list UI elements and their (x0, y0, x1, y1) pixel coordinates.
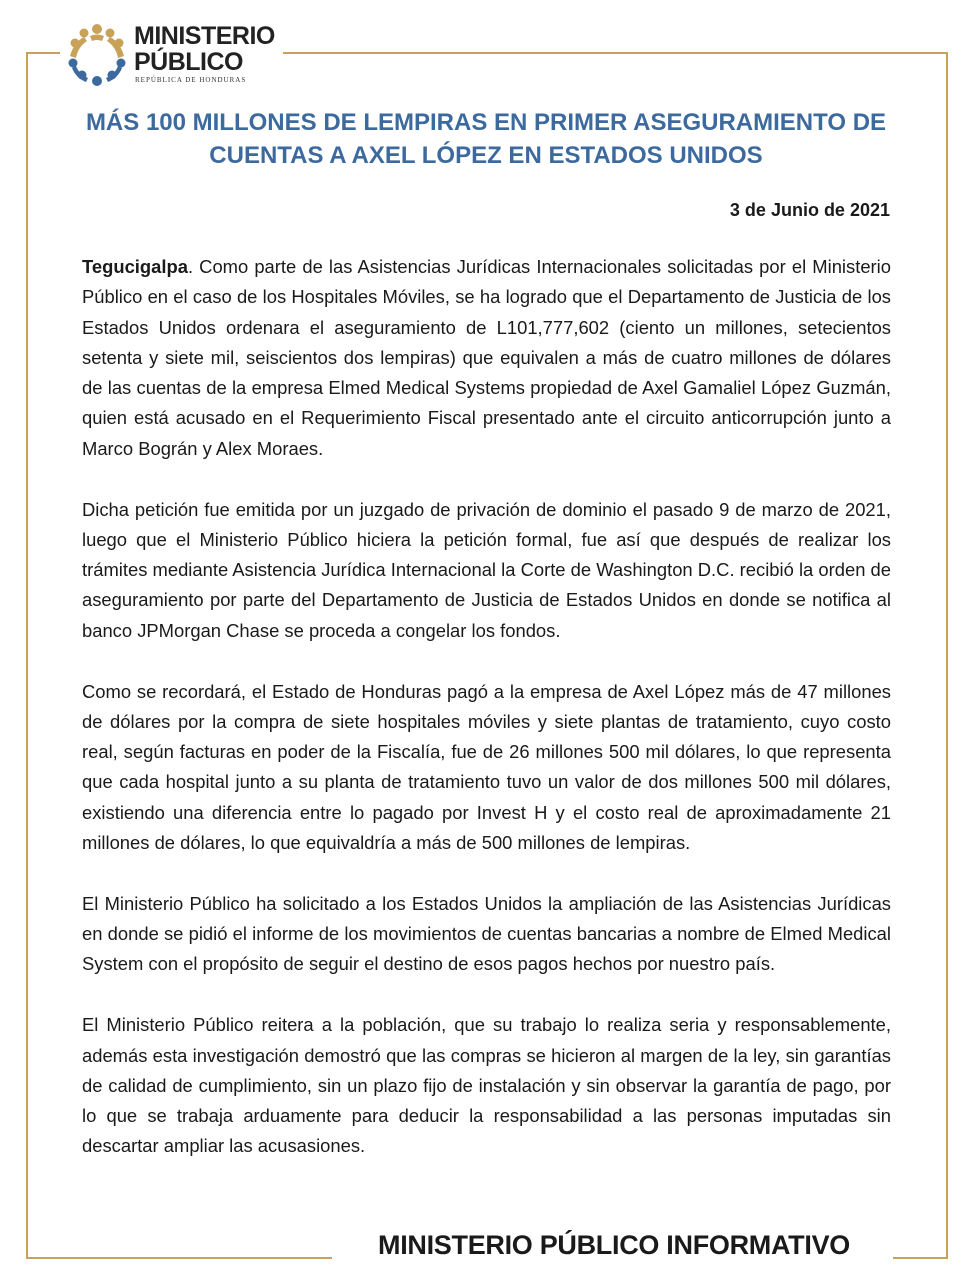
frame-left (26, 52, 28, 1258)
paragraph-1-text: . Como parte de las Asistencias Jurídicas Internacionales solicitadas por el Ministerio Público en el caso de los Hospitales Móviles, se ha logrado que el Departamento de Justicia de los Estados Unidos ordenara el aseguramiento de L101,777,602 (ciento un millones, setecientos setenta y siete mil, seiscientos dos lempiras) que equivalen a más de cuatro millones de dólares de las cuentas de la empresa Elmed Medical Systems propiedad de Axel Gamaliel López Guzmán, quien está acusado en el Requerimiento Fiscal presentado ante el circuito anticorrupción junto a Marco Bográn y Alex Moraes. (82, 256, 891, 459)
ministerio-publico-logo (60, 18, 282, 94)
paragraph-1 (82, 252, 891, 464)
frame-bottom-right (893, 1257, 948, 1259)
press-release-title: MÁS 100 MILLONES DE LEMPIRAS EN PRIMER ASEGURAMIENTO DE CUENTAS A AXEL LÓPEZ EN ESTADOS UNIDOS (85, 109, 887, 169)
people-circle-emblem-icon (64, 22, 130, 88)
logo-text-republica: REPÚBLICA DE HONDURAS (135, 76, 247, 84)
paragraph-1-location: Tegucigalpa (82, 256, 188, 277)
paragraph-4: El Ministerio Público ha solicitado a los Estados Unidos la ampliación de las Asistencias Jurídicas en donde se pidió el informe de los movimientos de cuentas bancarias a nombre de Elmed Medical System con el propósito de seguir el destino de esos pagos hechos por nuestro país. (82, 892, 891, 975)
footer-informativo: MINISTERIO PÚBLICO INFORMATIVO (336, 1230, 892, 1261)
frame-top-left (26, 52, 61, 54)
frame-right (946, 52, 948, 1258)
paragraph-2: Dicha petición fue emitida por un juzgado de privación de dominio el pasado 9 de marzo de 2021, luego que el Ministerio Público hiciera la petición formal, fue así que después de realizar los trámites mediante Asistencia Jurídica Internacional la Corte de Washington D.C. recibió la orden de aseguramiento por parte del Departamento de Justicia de Estados Unidos en donde se notifica al banco JPMorgan Chase se proceda a congelar los fondos. (82, 498, 891, 641)
paragraph-5: El Ministerio Público reitera a la población, que su trabajo lo realiza seria y responsablemente, además esta investigación demostró que las compras se hicieron al margen de la ley, sin garantías de calidad de cumplimiento, sin un plazo fijo de instalación y sin observar la garantía de pago, por lo que se trabaja arduamente para deducir la responsabilidad a las personas imputadas sin descartar ampliar las acusasiones. (82, 1014, 891, 1157)
press-release-body (82, 252, 891, 1192)
frame-top-right (283, 52, 947, 54)
paragraph-3: Como se recordará, el Estado de Honduras pagó a la empresa de Axel López más de 47 millones de dólares por la compra de siete hospitales móviles y siete plantas de tratamiento, cuyo costo real, según facturas en poder de la Fiscalía, fue de 26 millones 500 mil dólares, lo que representa que cada hospital junto a su planta de tratamiento tuvo un valor de dos millones 500 mil dólares, existiendo una diferencia entre lo pagado por Invest H y el costo real de aproximadamente 21 millones de dólares, lo que equivaldría a más de 500 millones de lempiras. (82, 680, 891, 854)
release-date: 3 de Junio de 2021 (729, 200, 890, 220)
logo-text-ministerio: MINISTERIO (134, 22, 275, 50)
logo-text-publico: PÚBLICO (134, 48, 243, 76)
frame-bottom-left (26, 1257, 332, 1259)
